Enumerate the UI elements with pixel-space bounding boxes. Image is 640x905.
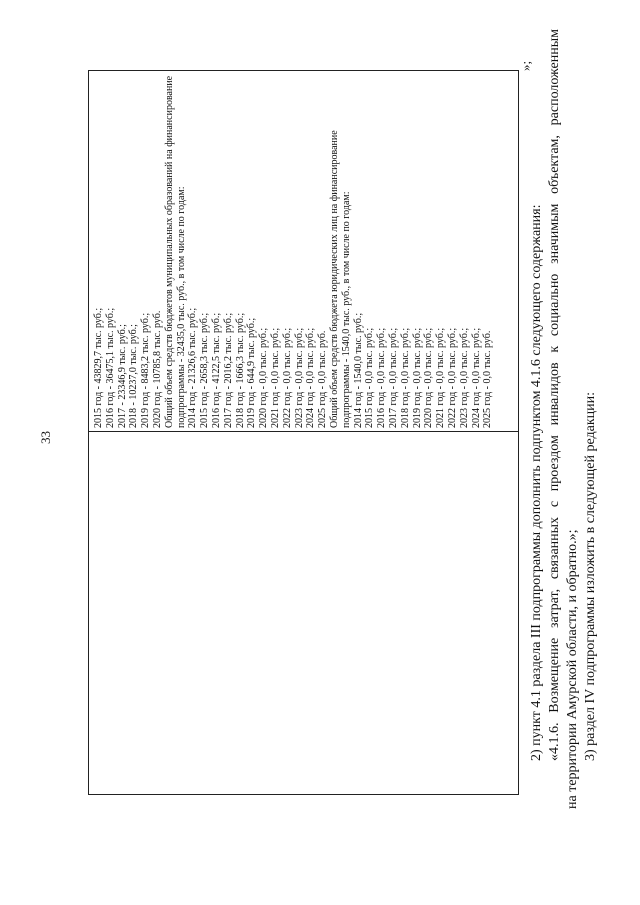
table-line: 2016 год - 36475,1 тыс. руб.;	[104, 307, 116, 428]
table-line: 2016 год - 0,0 тыс. руб.;	[376, 327, 388, 428]
table-line: 2023 год - 0,0 тыс. руб.;	[458, 327, 470, 428]
municipal-funding-intro: Общий объем средств бюджетов муниципальных образований на финансирование подпрограммы - 32435,0 тыс. руб., в том числе по годам:	[163, 75, 187, 428]
table-line: 2017 год - 0,0 тыс. руб.;	[387, 327, 399, 428]
table-line: 2021 год - 0,0 тыс. руб.;	[435, 327, 447, 428]
table-left-column	[89, 431, 518, 794]
table-line: 2016 год - 4122,5 тыс. руб.;	[210, 312, 222, 428]
paragraph-4-1-6-line-1: «4.1.6. Возмещение затрат, связанных с проездом инвалидов к социально значимым объектам, расположенным	[547, 29, 562, 761]
table-line: 2023 год - 0,0 тыс. руб.;	[293, 327, 305, 428]
table-line: 2025 год - 0,0 тыс. руб.	[317, 330, 329, 428]
table-line: 2017 год - 2016,2 тыс. руб.;	[222, 312, 234, 428]
table-line: 2014 год - 21326,6 тыс. руб.;	[187, 307, 199, 428]
financing-table	[88, 70, 519, 795]
table-line: 2018 год - 0,0 тыс. руб.;	[399, 327, 411, 428]
closing-quote-mark: »;	[518, 60, 533, 71]
table-line: 2019 год - 0,0 тыс. руб.;	[411, 327, 423, 428]
paragraph-4-1-6-line-2: на территории Амурской области, и обратно.»;	[565, 529, 580, 809]
table-line: 2015 год - 43829,7 тыс. руб.;	[93, 307, 104, 428]
table-line: 2020 год - 0,0 тыс. руб.;	[258, 327, 270, 428]
table-line: 2020 год - 10785,8 тыс. руб.	[151, 310, 163, 428]
table-line: 2019 год - 644,9 тыс. руб.;	[246, 317, 258, 428]
table-line: 2015 год - 0,0 тыс. руб.;	[364, 327, 376, 428]
table-line: 2022 год - 0,0 тыс. руб.;	[281, 327, 293, 428]
body-text	[528, 29, 600, 809]
table-line: 2019 год - 8483,2 тыс. руб.;	[140, 312, 152, 428]
table-line: 2025 год - 0,0 тыс. руб.	[482, 330, 494, 428]
table-line: 2024 год - 0,0 тыс. руб.;	[470, 327, 482, 428]
table-line: 2020 год - 0,0 тыс. руб.;	[423, 327, 435, 428]
table-line: 2022 год - 0,0 тыс. руб.;	[446, 327, 458, 428]
table-right-column	[93, 72, 494, 428]
table-line: 2018 год - 1666,3 тыс. руб.;	[234, 312, 246, 428]
table-line: 2021 год - 0,0 тыс. руб.;	[269, 327, 281, 428]
paragraph-item-2: 2) пункт 4.1 раздела III подпрограммы дополнить подпунктом 4.1.6 следующего содержания:	[529, 204, 544, 761]
table-line: 2017 - 23346,9 тыс. руб.;	[116, 324, 128, 428]
table-line: 2018 - 10237,0 тыс. руб.;	[128, 324, 140, 428]
table-line: 2014 год - 1540,0 тыс. руб.;	[352, 312, 364, 428]
page-number: 33	[38, 431, 53, 444]
legal-entities-funding-intro: Общий объем средств бюджета юридических лиц на финансирование подпрограммы - 1540,0 тыс. руб., в том числе по годам:	[328, 130, 352, 428]
paragraph-item-3: 3) раздел IV подпрограммы изложить в следующей редакции:	[583, 391, 598, 761]
table-line: 2024 год - 0,0 тыс. руб.;	[305, 327, 317, 428]
table-line: 2015 год - 2658,3 тыс. руб.;	[199, 312, 211, 428]
